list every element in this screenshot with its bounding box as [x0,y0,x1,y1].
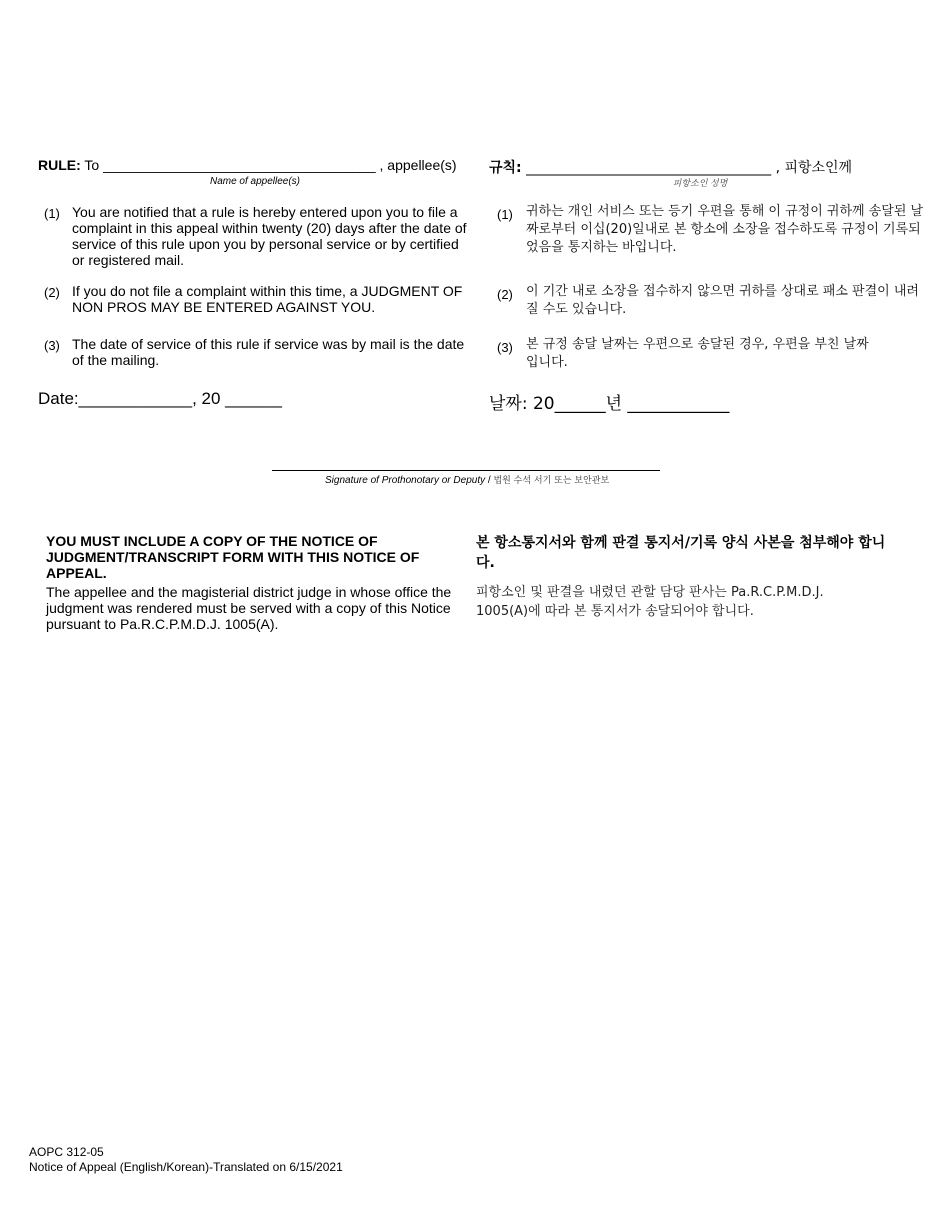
item-3-number-en: (3) [44,338,60,353]
signature-caption-en: Signature of Prothonotary or Deputy [325,475,486,486]
appellee-name-field[interactable]: ___________________________________ [103,157,376,173]
item-1-text-en: You are notified that a rule is hereby entered upon you to file a complaint in this appeal within twenty (20) days after the date of service of this rule upon you by personal service or by certified or registered mail. [72,204,467,268]
item-1-text-ko: 귀하는 개인 서비스 또는 등기 우편을 통해 이 규정이 귀하께 송달된 날짜로부터 이십(20)일내로 본 항소에 소장을 접수하도록 규정이 기록되었음을 통지하는 바입니다. [526,204,924,255]
signature-caption-ko: 법원 수석 서기 또는 보안관보 [493,476,610,486]
item-3-text-ko: 본 규정 송달 날짜는 우편으로 송달된 경우, 우편을 부친 날짜입니다. [526,337,869,370]
rule-to: To [84,157,100,173]
appellee-suffix-ko: , 피항소인께 [775,160,853,176]
rule-line-en [38,157,457,173]
appellee-name-caption-ko: 피항소인 성명 [672,178,728,188]
item-3-number-ko: (3) [497,340,513,355]
date-field-en[interactable]: Date:____________, 20 ______ [38,389,282,408]
form-id: AOPC 312-05 [29,1145,104,1159]
item-1-number-ko: (1) [497,207,513,222]
appellee-suffix: , appellee(s) [379,157,457,173]
appellee-name-caption: Name of appellee(s) [209,176,301,187]
rule-label: RULE: [38,157,81,173]
item-1-number-en: (1) [44,206,60,221]
notice-heading-en: YOU MUST INCLUDE A COPY OF THE NOTICE OF JUDGMENT/TRANSCRIPT FORM WITH THIS NOTICE OF APPEAL. [46,533,420,581]
notice-body-en: The appellee and the magisterial district judge in whose office the judgment was rendered must be served with a copy of this Notice pursuant to Pa.R.C.P.M.D.J. 1005(A). [46,584,452,632]
item-2-number-ko: (2) [497,287,513,302]
item-3-text-en: The date of service of this rule if service was by mail is the date of the mailing. [72,336,465,368]
signature-caption-separator: / [485,475,494,486]
signature-line[interactable] [272,470,660,471]
rule-label-ko: 규칙: [489,160,522,176]
item-2-text-en: If you do not file a complaint within this time, a JUDGMENT OF NON PROS MAY BE ENTERED AGAINST YOU. [72,283,463,315]
notice-body-ko: 피항소인 및 판결을 내렸던 관할 담당 판사는 Pa.R.C.P.M.D.J. 1005(A)에 따라 본 통지서가 송달되어야 합니다. [476,585,824,619]
rule-line-ko [489,157,852,177]
appellee-name-field-ko[interactable]: ___________________________________ [526,160,772,176]
form-title: Notice of Appeal (English/Korean)-Translated on 6/15/2021 [29,1160,343,1174]
date-field-ko[interactable]: 날짜: 20______년 ____________ [489,394,730,414]
item-2-number-en: (2) [44,285,60,300]
notice-heading-ko: 본 항소통지서와 함께 판결 통지서/기록 양식 사본을 첨부해야 합니다. [476,535,886,571]
signature-caption [325,473,609,486]
item-2-text-ko: 이 기간 내로 소장을 접수하지 않으면 귀하를 상대로 패소 판결이 내려질 수도 있습니다. [526,284,919,317]
